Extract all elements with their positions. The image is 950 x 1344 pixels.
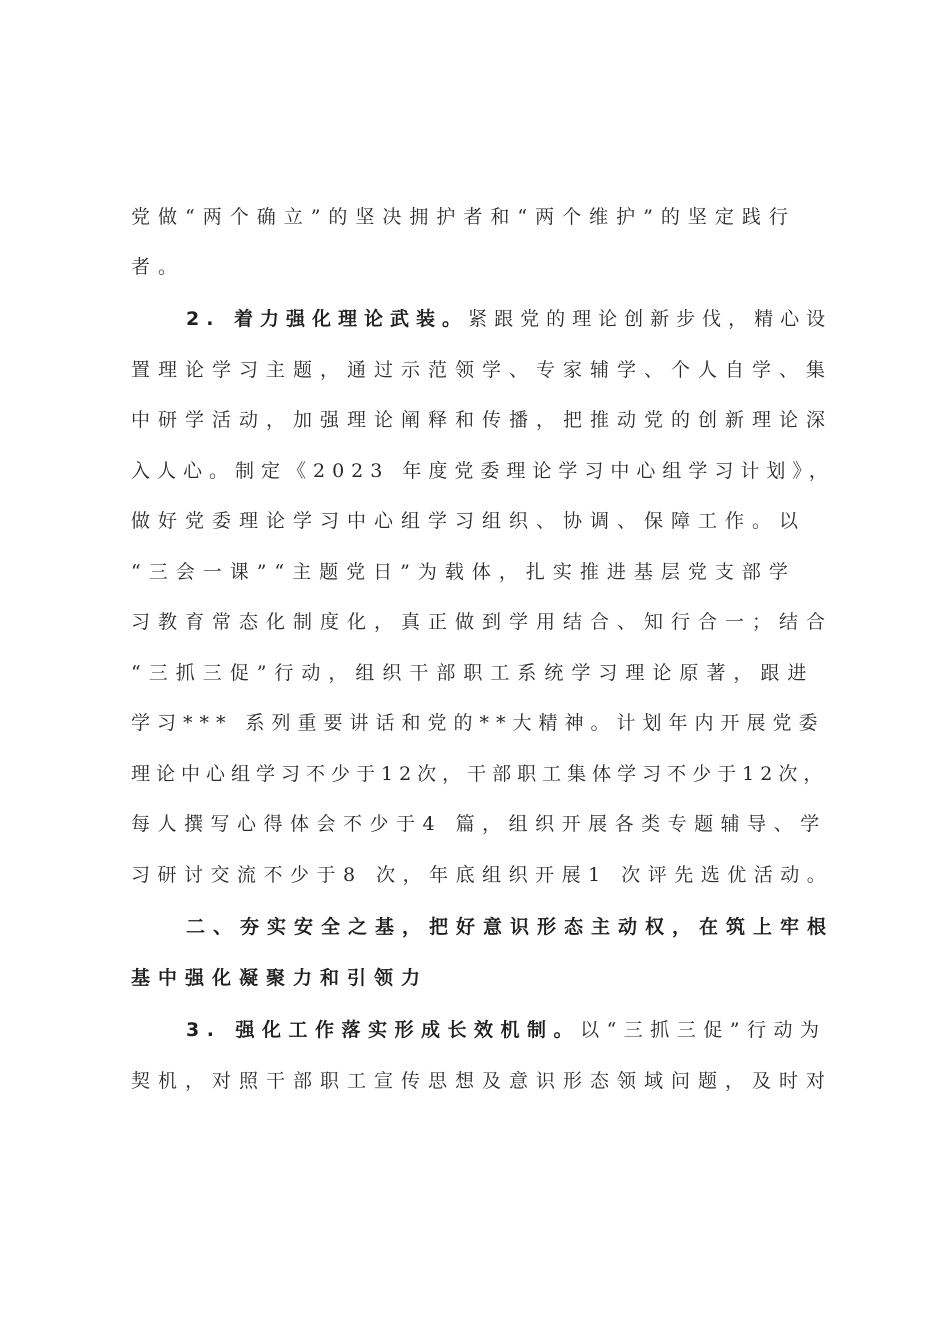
text-line: 契机，对照干部职工宣传思想及意识形态领域问题，及时对 <box>131 1070 834 1092</box>
section-heading-line-2: 基中强化凝聚力和引领力 <box>131 967 429 989</box>
text-line: “三抓三促”行动，组织干部职工系统学习理论原著，跟进 <box>131 662 815 684</box>
text-line: 入人心。制定《2023 年度党委理论学习中心组学习计划》， <box>131 460 835 482</box>
paragraph-3-first-line-text: 以“三抓三促”行动为 <box>580 1019 827 1041</box>
text-line: 者。 <box>131 256 186 278</box>
text-line: 理论中心组学习不少于12次，干部职工集体学习不少于12次， <box>131 763 829 785</box>
text-line: 党做“两个确立”的坚决拥护者和“两个维护”的坚定践行 <box>131 206 796 228</box>
text-line: 做好党委理论学习中心组学习组织、协调、保障工作。以 <box>131 510 807 532</box>
paragraph-3-heading: 3. 强化工作落实形成长效机制。 <box>186 1019 581 1041</box>
paragraph-3-first-line <box>186 1017 827 1043</box>
text-line: 中研学活动，加强理论阐释和传播，把推动党的创新理论深 <box>131 409 834 431</box>
text-line: 习研讨交流不少于8 次，年底组织开展1 次评先选优活动。 <box>131 864 834 886</box>
section-heading-line-1: 二、夯实安全之基，把好意识形态主动权，在筑上牢根 <box>186 916 835 938</box>
text-line: “三会一课”“主题党日”为载体，扎实推进基层党支部学 <box>131 561 796 583</box>
paragraph-2-heading: 2. 着力强化理论武装。 <box>186 308 469 330</box>
text-line: 学习*** 系列重要讲话和党的**大精神。计划年内开展党委 <box>131 712 825 734</box>
text-line: 置理论学习主题，通过示范领学、专家辅学、个人自学、集 <box>131 359 834 381</box>
text-line: 习教育常态化制度化，真正做到学用结合、知行合一；结合 <box>131 611 834 633</box>
paragraph-2-first-line <box>186 306 832 332</box>
text-line: 每人撰写心得体会不少于4 篇，组织开展各类专题辅导、学 <box>131 813 827 835</box>
paragraph-2-first-line-text: 紧跟党的理论创新步伐，精心设 <box>468 308 833 330</box>
